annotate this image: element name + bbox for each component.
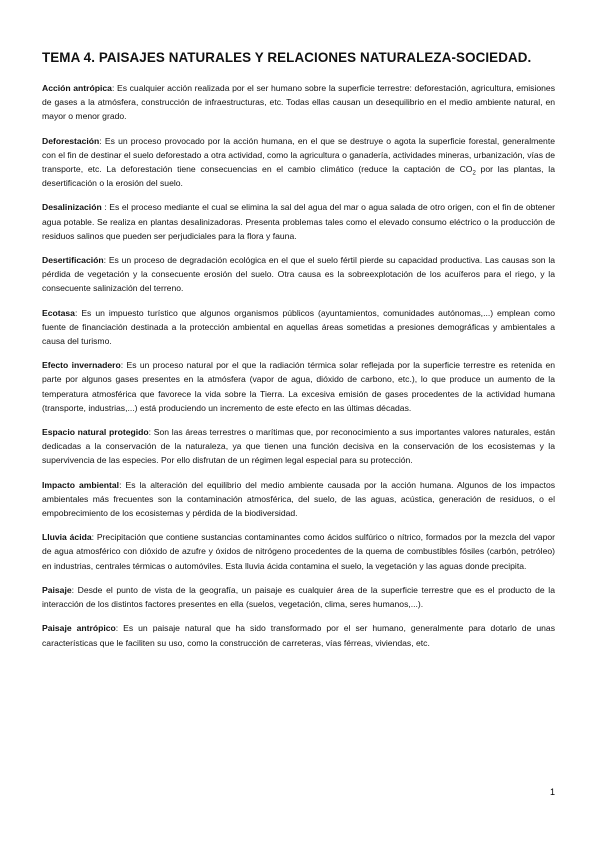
entry-definition: Precipitación que contiene sustancias contaminantes como ácidos sulfúrico o nítrico, formados por la mezcla del vapor de agua atmosférico con dióxido de azufre y óxidos de nitrógeno procedentes de la quema de combustibles fósiles (carbón, petróleo) en industrias, centrales térmicas o automóviles. Esta lluvia ácida contamina el suelo, la vegetación y las aguas donde precipita. [42,532,555,571]
glossary-entry-espacio-natural-protegido [42,425,555,468]
entry-definition: Es un proceso provocado por la acción humana, en el que se destruye o agota la superficie forestal, generalmente con el fin de destinar el suelo deforestado a otra actividad, como la agricultura o ganadería, actividades mineras, urbanización, vías de transporte, etc. La deforestación tiene consecuencias en el cambio climático (reduce la captación de CO [42,135,555,175]
glossary-entry-efecto-invernadero [42,358,555,415]
entry-term: Paisaje antrópico [42,623,116,634]
entry-definition: Es un proceso natural por el que la radiación térmica solar reflejada por la superficie terrestre es retenida en parte por algunos gases presentes en la atmósfera (vapor de agua, dióxido de carbono, etc.), lo que produce un aumento de la temperatura atmosférica que favorece la vida sobre la Tierra. La excesiva emisión de gases procedentes de la actividad humana (transporte, industrias,...) está produciendo un incremento de este efecto en las últimas décadas. [42,360,556,413]
glossary-entry-ecotasa [42,306,555,349]
entry-definition: Es un paisaje natural que ha sido transformado por el ser humano, generalmente para dotarlo de unas características que le faciliten su uso, como la construcción de carreteras, vías férreas, viviendas, etc. [42,623,555,648]
glossary-entry-desalinizacion [42,200,555,243]
entry-separator: : [148,427,154,438]
entry-definition: Es la alteración del equilibrio del medio ambiente causada por la acción humana. Algunos de los impactos ambientales más frecuentes son la contaminación atmosférica, del suelo, de las aguas, acústica, generación de residuos, o el empobrecimiento de los ecosistemas y pérdida de la biodiversidad. [42,479,556,519]
entry-definition: Es cualquier acción realizada por el ser humano sobre la superficie terrestre: deforestación, agricultura, emisiones de gases a la atmósfera, construcción de infraestructuras, etc. Todas ellas causan un desequilibrio en el medio ambiente natural, en mayor o menor grado. [42,83,555,122]
glossary-entry-paisaje-antropico [42,621,555,649]
entry-definition: Es un impuesto turístico que algunos organismos públicos (ayuntamientos, comunidades autónomas,...) emplean como fuente de financiación destinada a la protección ambiental en aquellas áreas sometidas a presiones demográficas y ambientales a causa del turismo. [42,307,555,347]
entry-definition: Desde el punto de vista de la geografía, un paisaje es cualquier área de la superficie terrestre que es el producto de la interacción de los distintos factores presentes en ella (suelos, vegetación, clima, seres humanos,...). [42,584,555,610]
entry-separator: : [101,202,110,213]
glossary-entry-impacto-ambiental [42,478,555,521]
entry-term: Deforestación [42,135,100,146]
entry-separator: : [71,584,78,595]
entry-term: Impacto ambiental [42,479,120,490]
entry-separator: : [111,83,117,93]
entry-term: Desalinización [42,202,102,213]
entry-separator: : [103,255,109,266]
glossary-entry-deforestacion [42,134,555,191]
entry-term: Paisaje [42,584,72,595]
entry-separator: : [74,307,82,318]
entry-definition-end: por las plantas, la desertificación o la erosión del suelo. [42,164,555,189]
entry-separator: : [91,532,97,543]
entry-separator: : [119,479,126,490]
entry-term: Lluvia ácida [42,532,92,543]
entry-term: Desertificación [42,255,104,266]
glossary-entry-desertificacion [42,253,555,296]
entry-definition: Son las áreas terrestres o marítimas que, por reconocimiento a sus importantes valores naturales, están dedicadas a la conservación de la naturaleza, ya que tienen una función decisiva en la conservación de los ecosistemas y la supervivencia de las especies. Por ello disfrutan de un régimen legal especial para su protección. [42,427,555,466]
entry-term: Ecotasa [42,307,75,318]
page-title: TEMA 4. PAISAJES NATURALES Y RELACIONES NATURALEZA-SOCIEDAD. [42,50,532,65]
co2-subscript: 2 [472,170,476,177]
entry-term: Acción antrópica [42,83,112,93]
glossary-entry-paisaje [42,583,555,611]
entry-term: Espacio natural protegido [42,427,149,438]
entry-definition: Es el proceso mediante el cual se elimina la sal del agua del mar o agua salada de otro origen, con el fin de obtener agua potable. Se realiza en plantas desalinizadoras. Presenta problemas tales como el elevado consumo eléctrico o la producción de residuos salinos que pueden ser perjudiciales para la flora y fauna. [42,202,555,241]
glossary-entry-accion-antropica [42,81,555,124]
entry-definition: Es un proceso de degradación ecológica en el que el suelo fértil pierde su capacidad productiva. Las causas son la pérdida de vegetación y la consecuente erosión del suelo. Otra causa es la sobreexplotación de los acuíferos para el riego, y la consecuente salinización del terreno. [42,255,556,294]
entry-separator: : [99,135,105,146]
entry-separator: : [115,623,124,634]
entry-separator: : [120,360,127,371]
page-number: 1 [550,787,556,797]
glossary-entry-lluvia-acida [42,530,555,573]
entry-term: Efecto invernadero [42,360,121,371]
